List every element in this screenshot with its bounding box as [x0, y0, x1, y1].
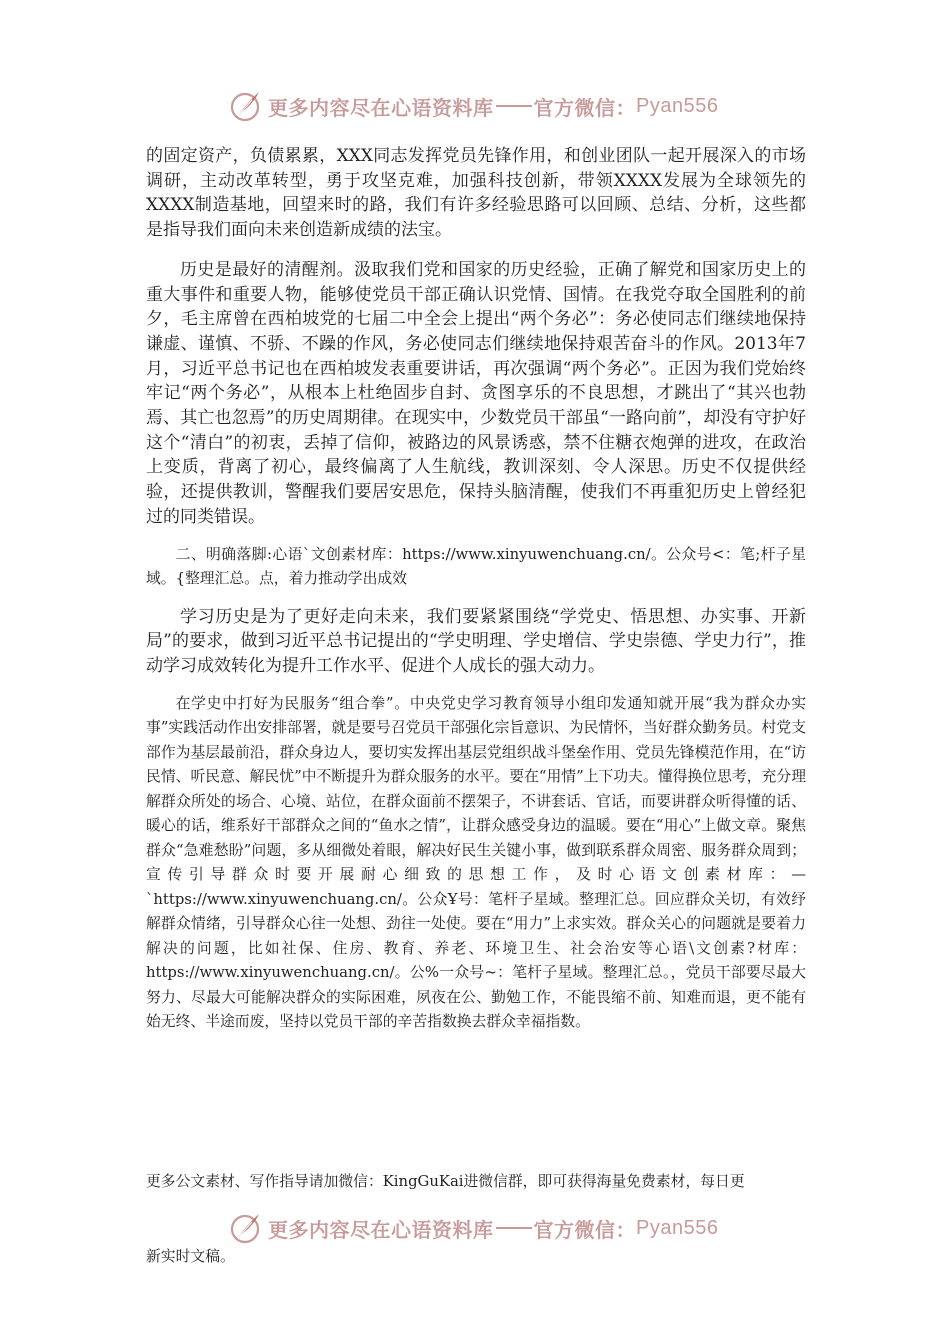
- paragraph-2: 历史是最好的清醒剂。汲取我们党和国家的历史经验，正确了解党和国家历史上的重大事件和重要人物，能够使党员干部正确认识党情、国情。在我党夺取全国胜利的前夕，毛主席曾在西柏坡党的七届二中全会上提出“两个务必”：务必使同志们继续地保持谦虚、谨慎、不骄、不躁的作风，务必使同志们继续地保持艰苦奋斗的作风。2013年7月，习近平总书记也在西柏坡发表重要讲话，再次强调“两个务必”。正因为我们党始终牢记“两个务必”，从根本上杜绝固步自封、贪图享乐的不良思想，才跳出了“其兴也勃焉、其亡也忽焉”的历史周期律。在现实中，少数党员干部虽“一路向前”，却没有守护好这个“清白”的初衷，丢掉了信仰，被路边的风景诱惑，禁不住糖衣炮弹的进攻，在政治上变质，背离了初心，最终偏离了人生航线，教训深刻、令人深思。历史不仅提供经验，还提供教训，警醒我们要居安思危，保持头脑清醒，使我们不再重犯历史上曾经犯过的同类错误。: [146, 259, 806, 527]
- document-body: [146, 144, 806, 1035]
- watermark-text: 更多内容尽在心语资料库: [268, 1217, 494, 1242]
- paragraph-3: 学习历史是为了更好走向未来，我们要紧紧围绕“学党史、悟思想、办实事、开新局”的要求，做到习近平总书记提出的“学史明理、学史增信、学史崇德、学史力行”，推动学习成效转化为提升工作水平、促进个人成长的强大动力。: [146, 606, 806, 676]
- footer-note-line2: 新实时文稿。: [146, 1248, 235, 1265]
- watermark-bottom: [228, 1208, 718, 1248]
- watermark-dash: [496, 1227, 532, 1229]
- section-heading: 二、明确落脚:心语`文创素材库：https://www.xinyuwenchuang.cn/。公众号<：笔;杆子星域。{整理汇总。点，着力推动学出成效: [146, 545, 806, 588]
- watermark-dash: [496, 105, 532, 107]
- watermark-wechat-id: Pyan556: [636, 1216, 719, 1239]
- watermark-wechat-id: Pyan556: [636, 94, 719, 117]
- watermark-top: [228, 86, 718, 126]
- quill-logo-icon: [228, 1210, 264, 1246]
- paragraph-4: 在学史中打好为民服务“组合拳”。中央党史学习教育领导小组印发通知就开展“我为群众办实事”实践活动作出安排部署，就是要号召党员干部强化宗旨意识、为民情怀，当好群众勤务员。村党支部作为基层最前沿，群众身边人，要切实发挥出基层党组织战斗堡垒作用、党员先锋模范作用，在“访民情、听民意、解民忧”中不断提升为群众服务的水平。要在“用情”上下功夫。懂得换位思考，充分理解群众所处的场合、心境、站位，在群众面前不摆架子，不讲套话、官话，而要讲群众听得懂的话、暖心的话，维系好干部群众之间的“鱼水之情”，让群众感受身边的温暖。要在“用心”上做文章。聚焦群众“急难愁盼”问题，多从细微处着眼，解决好民生关键小事，做到联系群众周密、服务群众周到；宣传引导群众时要开展耐心细致的思想工作，及时心语文创素材库：—`https://www.xinyuwenchuang.cn/。公众Ұ号：笔杆子星域。整理汇总。回应群众关切，有效纾解群众情绪，引导群众心往一处想、劲往一处使。要在“用力”上求实效。群众关心的问题就是要着力解决的问题，比如社保、住房、教育、养老、环境卫生、社会治安等心语\文创素?材库：https://www.xinyuwenchuang.cn/。公%一众号~：笔杆子星域。整理汇总。，党员干部要尽最大努力、尽最大可能解决群众的实际困难，夙夜在公、勤勉工作，不能畏缩不前、知难而退，更不能有始无终、半途而废，坚持以党员干部的辛苦指数换去群众幸福指数。: [146, 694, 806, 1031]
- watermark-suffix: 官方微信：: [533, 1217, 636, 1242]
- watermark-suffix: 官方微信：: [533, 95, 636, 120]
- quill-logo-icon: [228, 88, 264, 124]
- watermark-text: 更多内容尽在心语资料库: [268, 95, 494, 120]
- paragraph-1: 的固定资产，负债累累，XXX同志发挥党员先锋作用，和创业团队一起开展深入的市场调研，主动改革转型，勇于攻坚克难，加强科技创新，带领XXXX发展为全球领先的XXXX制造基地，回望来时的路，我们有许多经验思路可以回顾、总结、分析，这些都是指导我们面向未来创造新成绩的法宝。: [146, 146, 806, 241]
- footer-note-line1: 更多公文素材、写作指导请加微信：KingGuKai进微信群，即可获得海量免费素材，每日更: [146, 1173, 745, 1190]
